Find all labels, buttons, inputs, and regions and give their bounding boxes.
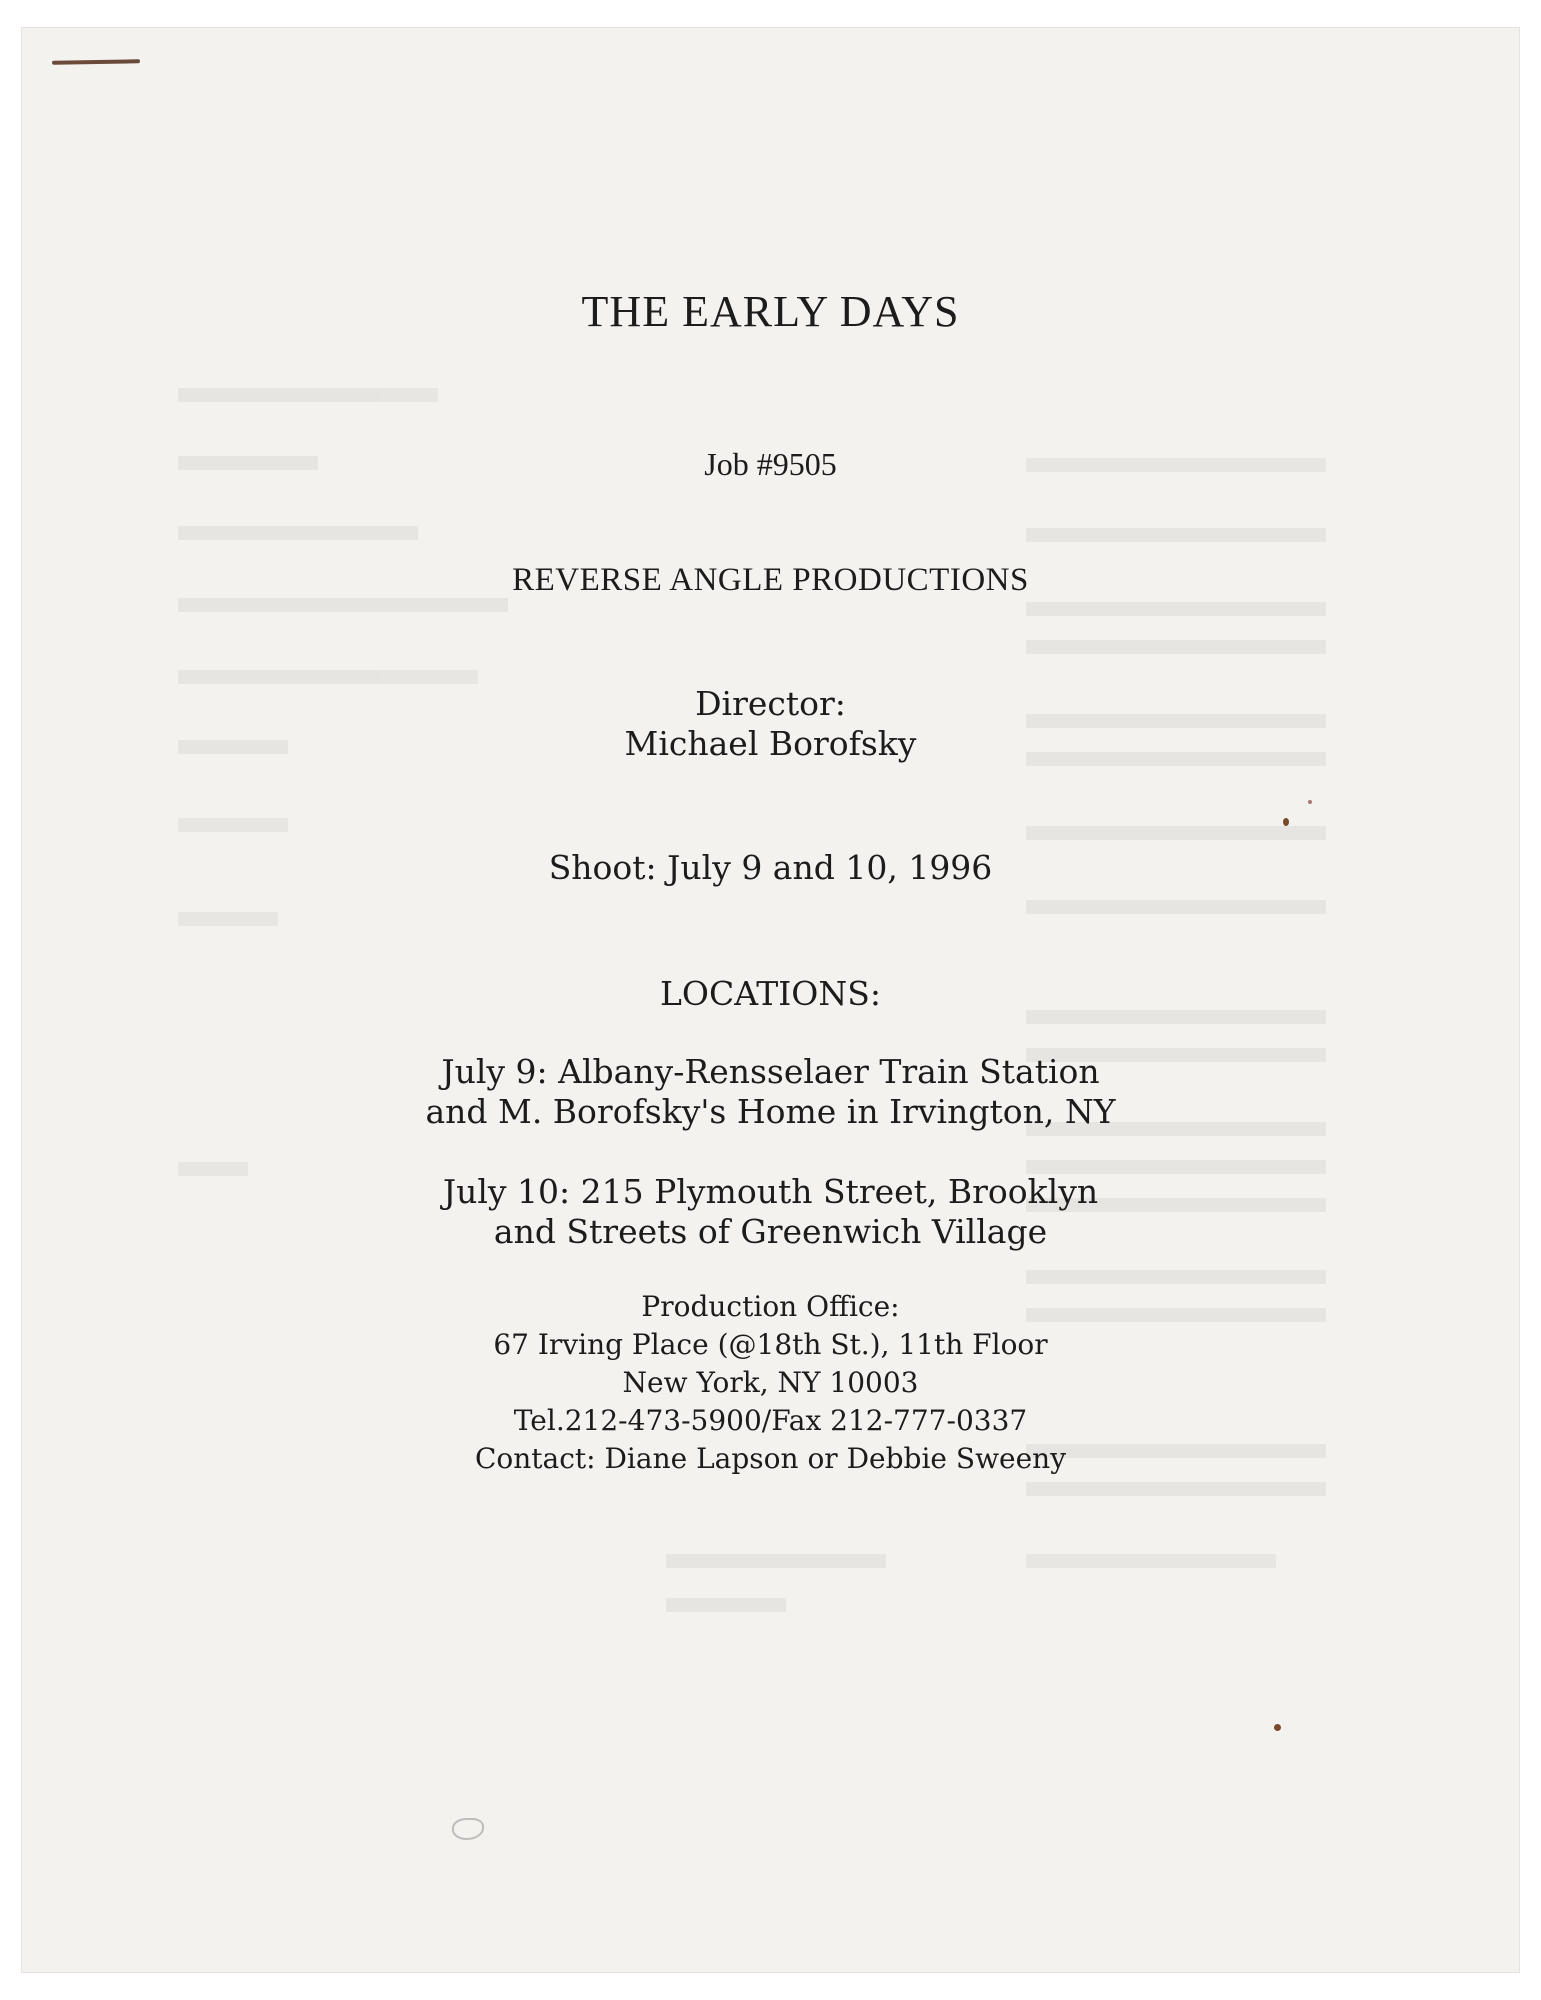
production-office-city: New York, NY 10003 — [622, 1366, 919, 1399]
shoot-dates: Shoot: July 9 and 10, 1996 — [548, 848, 993, 887]
production-office-address: 67 Irving Place (@18th St.), 11th Floor — [493, 1328, 1048, 1361]
production-office-contact: Contact: Diane Lapson or Debbie Sweeny — [474, 1442, 1067, 1475]
cover-sheet — [22, 28, 1519, 1972]
locations-heading: LOCATIONS: — [660, 974, 881, 1013]
document-title: THE EARLY DAYS — [581, 287, 960, 336]
location-2-line-1: July 10: 215 Plymouth Street, Brooklyn — [442, 1172, 1099, 1211]
job-number: Job #9505 — [704, 446, 837, 482]
location-1-line-1: July 9: Albany-Rensselaer Train Station — [441, 1052, 1100, 1091]
production-office-phone: Tel.212-473-5900/Fax 212-777-0337 — [513, 1404, 1028, 1437]
production-company: REVERSE ANGLE PRODUCTIONS — [512, 562, 1029, 598]
document-page — [22, 28, 1519, 1972]
location-2-line-2: and Streets of Greenwich Village — [493, 1212, 1048, 1251]
location-1-line-2: and M. Borofsky's Home in Irvington, NY — [425, 1092, 1116, 1131]
director-name: Michael Borofsky — [624, 724, 917, 763]
production-office-label: Production Office: — [641, 1290, 900, 1323]
director-label: Director: — [695, 684, 846, 723]
